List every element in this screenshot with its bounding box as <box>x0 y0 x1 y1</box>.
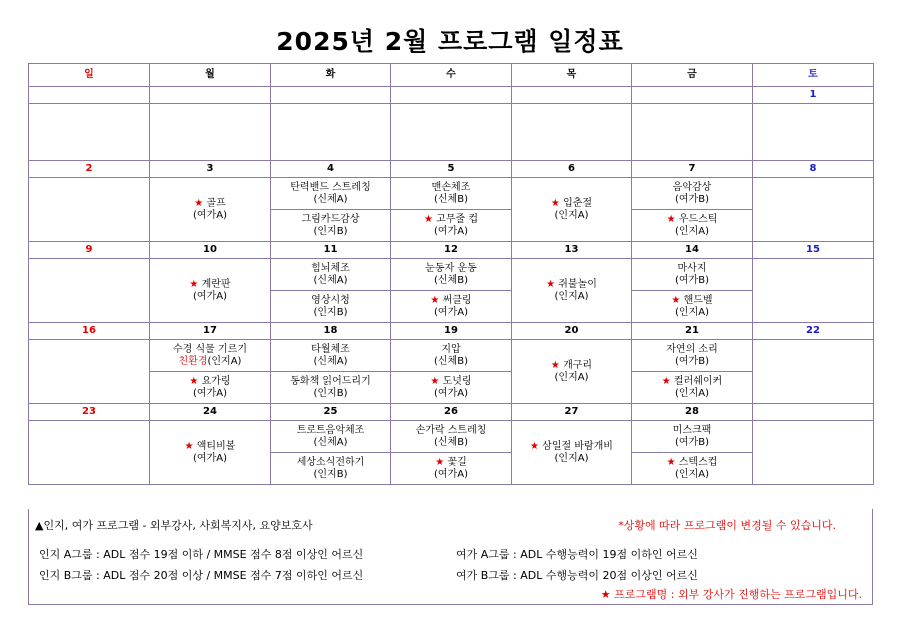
date-5: 5 <box>391 161 512 178</box>
program-cell: ★ 개구리 (인지A) <box>512 340 632 404</box>
program-cell: ★ 계란판 (여가A) <box>150 259 271 323</box>
date-1: 1 <box>753 87 874 104</box>
week4-date-row <box>29 323 874 340</box>
program-cell: 그림카드감상 (인지B) <box>271 210 391 242</box>
star-icon: ★ <box>194 197 204 209</box>
star-icon: ★ <box>550 359 560 371</box>
weekday-tue: 화 <box>271 64 391 87</box>
star-icon: ★ <box>546 278 556 290</box>
date-13: 13 <box>512 242 632 259</box>
weekday-sat: 토 <box>753 64 874 87</box>
program-cell: ★ 액티비볼 (여가A) <box>150 421 271 485</box>
program-cell: 세상소식전하기 (인지B) <box>271 453 391 485</box>
program-cell: 손가락 스트레칭 (신체B) <box>391 421 512 453</box>
program-cell: ★ 고무줄 컵 (여가A) <box>391 210 512 242</box>
star-icon: ★ <box>430 294 440 306</box>
program-cell: ★ 스텍스컵 (인지A) <box>632 453 753 485</box>
date-23: 23 <box>29 404 150 421</box>
note-leisure-b: 여가 B그룹 : ADL 수행능력이 20점 이상인 어르신 <box>456 569 698 582</box>
program-cell: ★ 컬러쉐이커 (인지A) <box>632 372 753 404</box>
star-icon: ★ <box>430 375 440 387</box>
program-cell: ★ 삼일절 바람개비 (인지A) <box>512 421 632 485</box>
date-20: 20 <box>512 323 632 340</box>
program-cell: 맨손체조 (신체B) <box>391 178 512 210</box>
date-19: 19 <box>391 323 512 340</box>
program-cell: 음악감상 (여가B) <box>632 178 753 210</box>
weekday-header-row <box>29 64 874 87</box>
star-icon: ★ <box>435 456 445 468</box>
date-6: 6 <box>512 161 632 178</box>
star-icon: ★ <box>184 440 194 452</box>
program-cell: 수경 식물 기르기 친환경(인지A) <box>150 340 271 372</box>
program-cell: ★ 핸드벨 (인지A) <box>632 291 753 323</box>
program-cell: ★ 쥐불놀이 (인지A) <box>512 259 632 323</box>
date-12: 12 <box>391 242 512 259</box>
program-cell: ★ 도넛링 (여가A) <box>391 372 512 404</box>
date-16: 16 <box>29 323 150 340</box>
date-10: 10 <box>150 242 271 259</box>
date-11: 11 <box>271 242 391 259</box>
week5-date-row <box>29 404 874 421</box>
note-cognitive-a: 인지 A그룹 : ADL 점수 19점 이하 / MMSE 점수 8점 이상인 어르신 <box>39 548 364 561</box>
date-18: 18 <box>271 323 391 340</box>
date-8: 8 <box>753 161 874 178</box>
program-cell: 지압 (신체B) <box>391 340 512 372</box>
program-cell: 눈동자 운동 (신체B) <box>391 259 512 291</box>
program-cell: 동화책 읽어드리기 (인지B) <box>271 372 391 404</box>
note-change: *상황에 따라 프로그램이 변경될 수 있습니다. <box>618 519 836 532</box>
program-cell: 탄력밴드 스트레칭 (신체A) <box>271 178 391 210</box>
program-cell: 트로트음악체조 (신체A) <box>271 421 391 453</box>
weekday-thu: 목 <box>512 64 632 87</box>
week3-date-row <box>29 242 874 259</box>
date-25: 25 <box>271 404 391 421</box>
date-3: 3 <box>150 161 271 178</box>
program-cell: 마사지 (여가B) <box>632 259 753 291</box>
date-4: 4 <box>271 161 391 178</box>
star-icon: ★ <box>424 213 433 225</box>
date-17: 17 <box>150 323 271 340</box>
date-28: 28 <box>632 404 753 421</box>
star-icon: ★ <box>530 440 539 452</box>
program-cell: ★ 입춘절 (인지A) <box>512 178 632 242</box>
note-external: ★ 프로그램명 : 외부 강사가 진행하는 프로그램입니다. <box>600 588 862 601</box>
date-2: 2 <box>29 161 150 178</box>
program-cell: ★ 꽃길 (여가A) <box>391 453 512 485</box>
week1-program-row <box>29 104 874 161</box>
week2-date-row <box>29 161 874 178</box>
program-cell: ★ 써클링 (여가A) <box>391 291 512 323</box>
date-9: 9 <box>29 242 150 259</box>
weekday-sun: 일 <box>29 64 150 87</box>
program-cell: 힘뇌체조 (신체A) <box>271 259 391 291</box>
week1-date-row <box>29 87 874 104</box>
star-icon: ★ <box>666 213 676 225</box>
weekday-mon: 월 <box>150 64 271 87</box>
star-icon: ★ <box>671 294 681 306</box>
program-cell: ★ 우드스틱 (인지A) <box>632 210 753 242</box>
star-icon: ★ <box>666 456 676 468</box>
date-21: 21 <box>632 323 753 340</box>
star-icon: ★ <box>661 375 671 387</box>
date-15: 15 <box>753 242 874 259</box>
program-cell: ★ 골프 (여가A) <box>150 178 271 242</box>
program-cell: 타월체조 (신체A) <box>271 340 391 372</box>
program-cell: 자연의 소리 (여가B) <box>632 340 753 372</box>
star-icon: ★ <box>550 197 560 209</box>
date-14: 14 <box>632 242 753 259</box>
legend-box <box>28 509 873 605</box>
program-calendar <box>28 63 874 485</box>
date-22: 22 <box>753 323 874 340</box>
star-icon: ★ <box>189 278 199 290</box>
date-27: 27 <box>512 404 632 421</box>
note-programs: ▲인지, 여가 프로그램 - 외부강사, 사회복지사, 요양보호사 <box>35 519 313 532</box>
program-cell: 영상시청 (인지B) <box>271 291 391 323</box>
note-cognitive-b: 인지 B그룹 : ADL 점수 20점 이상 / MMSE 점수 7점 이하인 어르신 <box>39 569 364 582</box>
star-icon: ★ <box>189 375 199 387</box>
date-26: 26 <box>391 404 512 421</box>
weekday-wed: 수 <box>391 64 512 87</box>
program-cell: 미스크팩 (여가B) <box>632 421 753 453</box>
date-7: 7 <box>632 161 753 178</box>
weekday-fri: 금 <box>632 64 753 87</box>
program-cell: ★ 요가링 (여가A) <box>150 372 271 404</box>
page-title: 2025년 2월 프로그램 일정표 <box>276 27 624 56</box>
note-leisure-a: 여가 A그룹 : ADL 수행능력이 19점 이하인 어르신 <box>456 548 698 561</box>
date-24: 24 <box>150 404 271 421</box>
